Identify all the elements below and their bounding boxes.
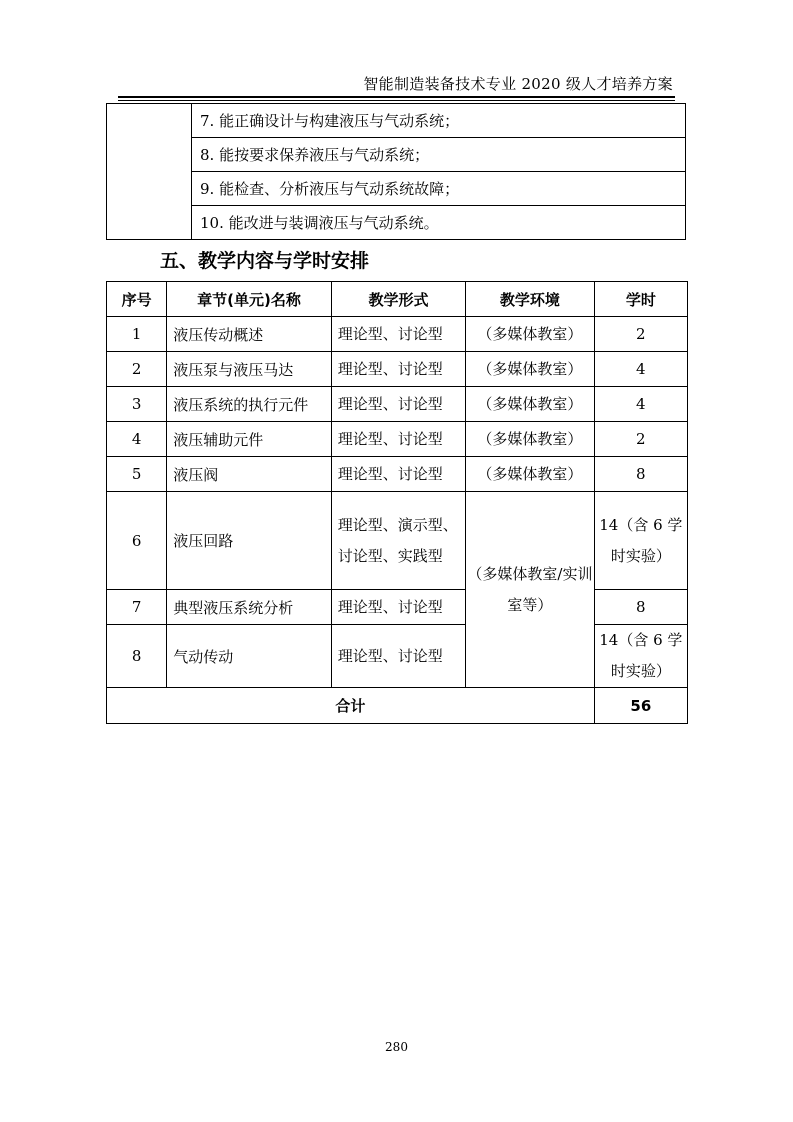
cell-form: 理论型、讨论型 [331,387,465,422]
cell-name: 液压系统的执行元件 [167,387,332,422]
cell-name: 液压传动概述 [167,317,332,352]
header-rule-thin [118,100,675,101]
cell-no: 3 [107,387,167,422]
cell-no: 4 [107,422,167,457]
section-heading: 五、教学内容与学时安排 [160,250,370,272]
objective-row [107,172,686,206]
schedule-table [106,281,688,724]
cell-form: 理论型、讨论型 [331,422,465,457]
cell-no: 6 [107,492,167,590]
cell-name: 气动传动 [167,625,332,688]
cell-no: 2 [107,352,167,387]
cell-env: （多媒体教室） [466,317,594,352]
table-row [107,492,688,590]
total-label: 合计 [107,688,595,724]
cell-form: 理论型、演示型、讨论型、实践型 [331,492,465,590]
cell-env: （多媒体教室） [466,457,594,492]
objective-item: 9. 能检查、分析液压与气动系统故障； [192,172,686,206]
objective-row [107,104,686,138]
cell-form: 理论型、讨论型 [331,625,465,688]
header-cell-no: 序号 [107,282,167,317]
objectives-label-cell [107,104,192,240]
cell-hours: 2 [594,317,687,352]
cell-no: 5 [107,457,167,492]
cell-env: （多媒体教室） [466,352,594,387]
table-row [107,317,688,352]
table-row [107,590,688,625]
cell-name: 液压回路 [167,492,332,590]
cell-form: 理论型、讨论型 [331,590,465,625]
cell-hours: 4 [594,352,687,387]
header-cell-env: 教学环境 [466,282,594,317]
cell-hours: 14（含 6 学时实验） [594,492,687,590]
total-hours: 56 [594,688,687,724]
header-rule-thick [118,96,675,98]
cell-no: 8 [107,625,167,688]
objectives-table [106,103,686,240]
total-row [107,688,688,724]
cell-env: （多媒体教室） [466,387,594,422]
cell-hours: 14（含 6 学时实验） [594,625,687,688]
cell-hours: 4 [594,387,687,422]
objective-item: 8. 能按要求保养液压与气动系统； [192,138,686,172]
cell-form: 理论型、讨论型 [331,317,465,352]
objective-item: 7. 能正确设计与构建液压与气动系统； [192,104,686,138]
schedule-header-row [107,282,688,317]
cell-no: 7 [107,590,167,625]
header-cell-form: 教学形式 [331,282,465,317]
header-cell-hours: 学时 [594,282,687,317]
table-row [107,387,688,422]
cell-name: 液压阀 [167,457,332,492]
cell-hours: 8 [594,457,687,492]
cell-form: 理论型、讨论型 [331,352,465,387]
document-header-title: 智能制造装备技术专业 2020 级人才培养方案 [363,75,673,93]
cell-env: （多媒体教室） [466,422,594,457]
objective-item: 10. 能改进与装调液压与气动系统。 [192,206,686,240]
cell-name: 液压泵与液压马达 [167,352,332,387]
header-cell-name: 章节(单元)名称 [167,282,332,317]
cell-hours: 8 [594,590,687,625]
cell-env-merged: （多媒体教室/实训室等） [466,492,594,688]
cell-form: 理论型、讨论型 [331,457,465,492]
objective-row [107,138,686,172]
table-row [107,352,688,387]
cell-hours: 2 [594,422,687,457]
cell-name: 典型液压系统分析 [167,590,332,625]
table-row [107,422,688,457]
cell-no: 1 [107,317,167,352]
cell-name: 液压辅助元件 [167,422,332,457]
page-number: 280 [385,1040,408,1054]
table-row [107,457,688,492]
table-row [107,625,688,688]
objective-row [107,206,686,240]
